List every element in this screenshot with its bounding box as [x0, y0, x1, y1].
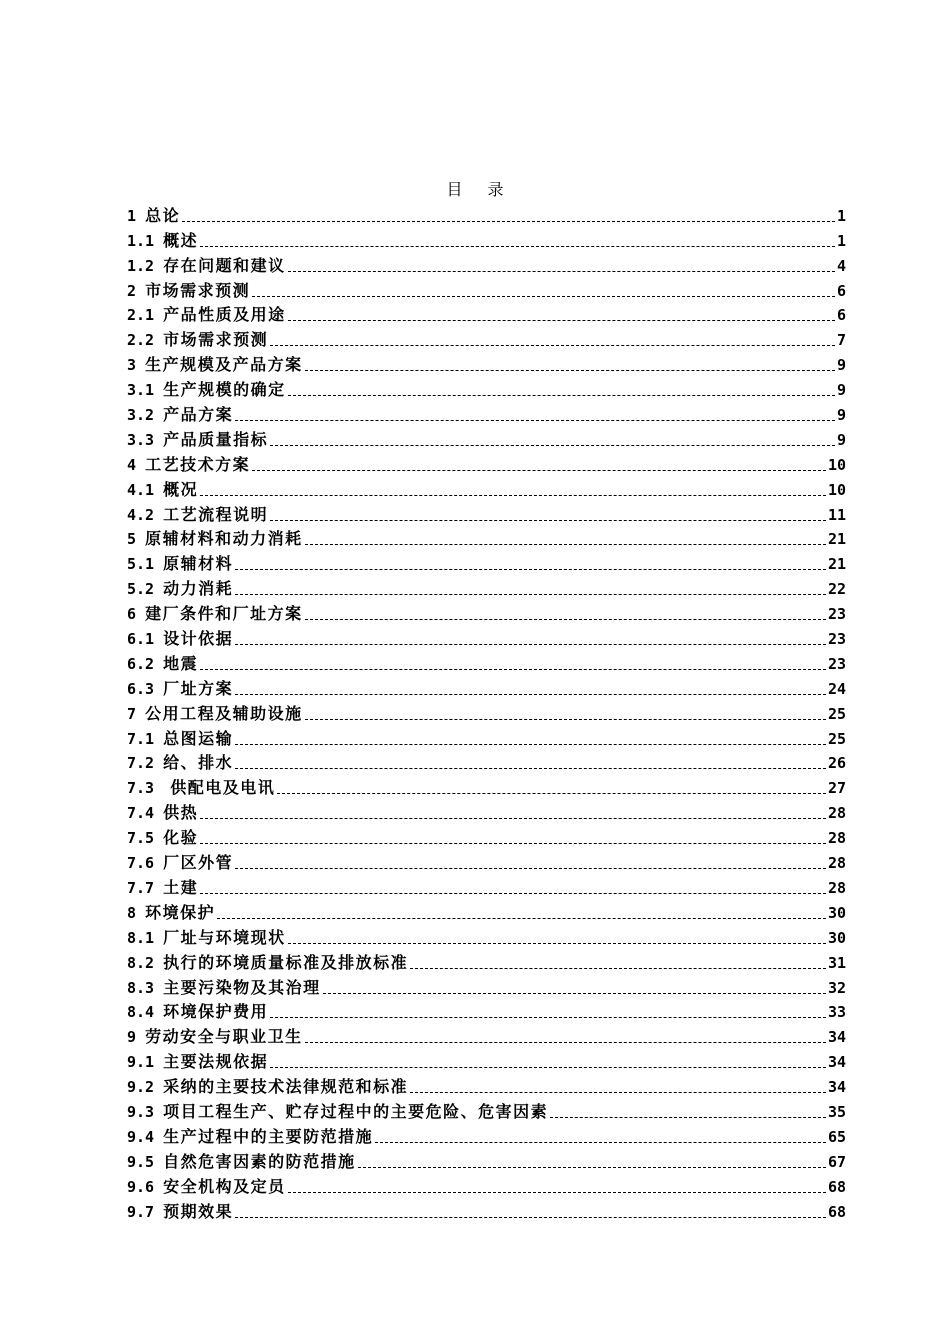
- toc-leader-line: [235, 744, 826, 745]
- toc-leader-line: [270, 520, 826, 521]
- toc-leader-line: [277, 793, 826, 794]
- toc-entry[interactable]: [127, 275, 846, 300]
- toc-leader-line: [288, 271, 835, 272]
- toc-entry-label: 产品方案: [163, 405, 234, 425]
- toc-entry-label: 存在问题和建议: [163, 255, 286, 275]
- toc-entry-number: 9.7: [127, 1202, 155, 1221]
- toc-entry-label: 安全机构及定员: [163, 1176, 286, 1196]
- toc-entry-label: 给、排水: [163, 753, 234, 773]
- toc-entry-page: 68: [827, 1202, 846, 1221]
- toc-entry-label: 化验: [163, 828, 199, 848]
- toc-entry-label: 总图运输: [163, 728, 234, 748]
- toc-entry-label: 土建: [163, 877, 199, 897]
- toc-entry-number: 5: [127, 530, 137, 549]
- toc-entry[interactable]: [127, 449, 846, 474]
- toc-entry-label: 主要法规依据: [163, 1052, 269, 1072]
- toc-entry-label: 生产规模及产品方案: [145, 355, 303, 375]
- toc-entry-label: 生产规模的确定: [163, 380, 286, 400]
- toc-entry[interactable]: [127, 748, 846, 773]
- toc-entry-number: 9: [127, 1028, 137, 1047]
- toc-entry-spacer: [136, 605, 145, 623]
- toc-entry-number: 7.2: [127, 754, 155, 773]
- toc-entry-spacer: [154, 1178, 163, 1196]
- toc-entry-page: 1: [836, 206, 846, 225]
- toc-leader-line: [305, 619, 826, 620]
- toc-entry[interactable]: [127, 200, 846, 225]
- toc-entry-spacer: [154, 779, 163, 797]
- toc-entry-spacer: [154, 754, 163, 772]
- toc-entry-number: 9.5: [127, 1152, 155, 1171]
- toc-entry[interactable]: [127, 1196, 846, 1221]
- toc-entry[interactable]: [127, 424, 846, 449]
- toc-entry-spacer: [136, 356, 145, 374]
- toc-entry-page: 6: [836, 306, 846, 325]
- toc-entry[interactable]: [127, 573, 846, 598]
- toc-entry-page: 33: [827, 1003, 846, 1022]
- toc-leader-line: [270, 345, 835, 346]
- toc-leader-line: [270, 1017, 826, 1018]
- toc-entry-page: 34: [827, 1028, 846, 1047]
- toc-entry-page: 25: [827, 704, 846, 723]
- toc-entry-number: 3: [127, 356, 137, 375]
- toc-entry-label: 环境保护: [145, 902, 216, 922]
- toc-leader-line: [235, 868, 826, 869]
- toc-entry-spacer: [154, 1128, 163, 1146]
- toc-entry-page: 27: [827, 779, 846, 798]
- toc-entry-spacer: [136, 705, 145, 723]
- toc-entry-spacer: [154, 680, 163, 698]
- toc-entry-number: 7.7: [127, 878, 155, 897]
- toc-entry-label: 主要污染物及其治理: [163, 977, 321, 997]
- toc-entry-page: 9: [836, 381, 846, 400]
- toc-leader-line: [410, 1092, 826, 1093]
- toc-leader-line: [235, 644, 826, 645]
- toc-leader-line: [235, 420, 835, 421]
- toc-entry[interactable]: [127, 698, 846, 723]
- toc-entry-spacer: [136, 207, 145, 225]
- toc-entry-spacer: [154, 331, 163, 349]
- toc-entry-label: 建厂条件和厂址方案: [145, 604, 303, 624]
- toc-entry-number: 6.1: [127, 630, 155, 649]
- toc-entry[interactable]: [127, 1021, 846, 1046]
- toc-entry-number: 9.1: [127, 1053, 155, 1072]
- toc-entry-number: 7.6: [127, 854, 155, 873]
- toc-entry-number: 6.2: [127, 654, 155, 673]
- toc-entry-label: 概况: [163, 479, 199, 499]
- toc-entry-spacer: [154, 1003, 163, 1021]
- toc-entry-page: 28: [827, 854, 846, 873]
- toc-entry[interactable]: [127, 324, 846, 349]
- toc-leader-line: [305, 1042, 826, 1043]
- toc-entry-label: 厂区外管: [163, 853, 234, 873]
- toc-leader-line: [235, 569, 826, 570]
- toc-entry-spacer: [154, 481, 163, 499]
- toc-entry[interactable]: [127, 997, 846, 1022]
- toc-leader-line: [288, 395, 835, 396]
- toc-entry-number: 8: [127, 903, 137, 922]
- toc-entry-number: 1.2: [127, 256, 155, 275]
- toc-leader-line: [550, 1117, 826, 1118]
- toc-entry-label: 原辅材料和动力消耗: [145, 529, 303, 549]
- toc-leader-line: [288, 1192, 826, 1193]
- toc-entry-page: 28: [827, 829, 846, 848]
- toc-leader-line: [288, 943, 826, 944]
- toc-entry[interactable]: [127, 872, 846, 897]
- toc-entry[interactable]: [127, 1096, 846, 1121]
- toc-entry-spacer: [154, 406, 163, 424]
- toc-entry-number: 2.2: [127, 331, 155, 350]
- toc-entry-page: 25: [827, 729, 846, 748]
- toc-entry[interactable]: [127, 225, 846, 250]
- toc-entry-label: 原辅材料: [163, 554, 234, 574]
- toc-entry-page: 68: [827, 1177, 846, 1196]
- toc-entry-spacer: [154, 580, 163, 598]
- toc-entry-page: 4: [836, 256, 846, 275]
- toc-entry-label: 地震: [163, 653, 199, 673]
- toc-entry-spacer: [154, 1203, 163, 1221]
- toc-entry-label: 市场需求预测: [145, 280, 251, 300]
- toc-entry-page: 10: [827, 455, 846, 474]
- toc-leader-line: [200, 893, 826, 894]
- toc-leader-line: [410, 968, 826, 969]
- toc-entry-page: 9: [836, 406, 846, 425]
- toc-leader-line: [200, 843, 826, 844]
- toc-entry-number: 9.4: [127, 1127, 155, 1146]
- toc-entry-number: 6: [127, 605, 137, 624]
- toc-entry-label: 公用工程及辅助设施: [145, 703, 303, 723]
- toc-entry-page: 30: [827, 928, 846, 947]
- toc-entry-number: 9.3: [127, 1102, 155, 1121]
- toc-entry-page: 24: [827, 679, 846, 698]
- toc-entry-page: 22: [827, 580, 846, 599]
- toc-entry[interactable]: [127, 1171, 846, 1196]
- toc-entry-spacer: [154, 1078, 163, 1096]
- toc-entry-page: 28: [827, 878, 846, 897]
- toc-leader-line: [235, 594, 826, 595]
- toc-leader-line: [358, 1167, 826, 1168]
- toc-entry[interactable]: [127, 349, 846, 374]
- toc-leader-line: [235, 768, 826, 769]
- toc-leader-line: [235, 694, 826, 695]
- toc-entry-label: 预期效果: [163, 1201, 234, 1221]
- toc-entry[interactable]: [127, 374, 846, 399]
- toc-entry-spacer: [154, 954, 163, 972]
- toc-entry-label: 工艺流程说明: [163, 504, 269, 524]
- toc-entry-spacer: [154, 655, 163, 673]
- toc-entry[interactable]: [127, 300, 846, 325]
- toc-entry-number: 7.4: [127, 804, 155, 823]
- toc-entry[interactable]: [127, 499, 846, 524]
- toc-entry[interactable]: [127, 922, 846, 947]
- toc-entry-label: 工艺技术方案: [145, 454, 251, 474]
- toc-entry-spacer: [154, 306, 163, 324]
- toc-entry-spacer: [154, 829, 163, 847]
- toc-entry[interactable]: [127, 947, 846, 972]
- toc-entry-page: 11: [827, 505, 846, 524]
- toc-leader-line: [375, 1142, 826, 1143]
- toc-entry-number: 5.2: [127, 580, 155, 599]
- toc-entry-spacer: [154, 979, 163, 997]
- toc-entry[interactable]: [127, 673, 846, 698]
- toc-entry-number: 3.1: [127, 381, 155, 400]
- toc-entry-page: 32: [827, 978, 846, 997]
- toc-entry-spacer: [136, 456, 145, 474]
- toc-entry-label: 产品性质及用途: [163, 305, 286, 325]
- toc-entry-page: 28: [827, 804, 846, 823]
- toc-entry-spacer: [154, 1103, 163, 1121]
- toc-entry-spacer: [154, 1153, 163, 1171]
- toc-entry-number: 7: [127, 704, 137, 723]
- toc-entry[interactable]: [127, 822, 846, 847]
- toc-entry-spacer: [154, 879, 163, 897]
- toc-entry-spacer: [154, 381, 163, 399]
- toc-entry-page: 34: [827, 1053, 846, 1072]
- toc-entry[interactable]: [127, 1046, 846, 1071]
- toc-entry-label: 动力消耗: [163, 579, 234, 599]
- toc-leader-line: [288, 320, 835, 321]
- toc-entry-number: 8.4: [127, 1003, 155, 1022]
- toc-entry-number: 4: [127, 455, 137, 474]
- toc-leader-line: [200, 495, 826, 496]
- toc-entry-page: 23: [827, 654, 846, 673]
- toc-entry[interactable]: [127, 847, 846, 872]
- toc-entry-spacer: [154, 854, 163, 872]
- toc-entry[interactable]: [127, 474, 846, 499]
- toc-entry[interactable]: [127, 972, 846, 997]
- toc-entry[interactable]: [127, 399, 846, 424]
- toc-entry-number: 9.6: [127, 1177, 155, 1196]
- toc-entry-page: 65: [827, 1127, 846, 1146]
- toc-entry[interactable]: [127, 897, 846, 922]
- toc-entry-page: 23: [827, 630, 846, 649]
- toc-entry-spacer: [154, 506, 163, 524]
- table-of-contents: [127, 200, 846, 1221]
- toc-entry-page: 1: [836, 231, 846, 250]
- toc-entry-label: 概述: [163, 230, 199, 250]
- toc-entry-page: 30: [827, 903, 846, 922]
- toc-entry-spacer: [154, 232, 163, 250]
- toc-entry-label: 采纳的主要技术法律规范和标准: [163, 1077, 409, 1097]
- toc-entry-page: 26: [827, 754, 846, 773]
- toc-leader-line: [217, 918, 826, 919]
- toc-entry-number: 3.2: [127, 406, 155, 425]
- toc-entry-number: 8.2: [127, 953, 155, 972]
- toc-entry-label: 厂址与环境现状: [163, 927, 286, 947]
- toc-entry-page: 7: [836, 331, 846, 350]
- toc-leader-line: [305, 719, 826, 720]
- toc-leader-line: [200, 818, 826, 819]
- toc-leader-line: [252, 470, 826, 471]
- toc-leader-line: [200, 246, 835, 247]
- toc-entry[interactable]: [127, 772, 846, 797]
- toc-entry-page: 34: [827, 1078, 846, 1097]
- toc-entry-label: 自然危害因素的防范措施: [163, 1151, 356, 1171]
- toc-entry-spacer: [136, 282, 145, 300]
- toc-entry-spacer: [136, 1028, 145, 1046]
- toc-entry-spacer: [154, 1053, 163, 1071]
- toc-leader-line: [305, 544, 826, 545]
- toc-entry-number: 2: [127, 281, 137, 300]
- toc-entry-spacer: [136, 530, 145, 548]
- toc-entry-page: 10: [827, 480, 846, 499]
- toc-entry-page: 35: [827, 1102, 846, 1121]
- toc-entry-label: 供配电及电讯: [163, 778, 276, 798]
- toc-entry[interactable]: [127, 1121, 846, 1146]
- toc-entry-page: 9: [836, 356, 846, 375]
- toc-entry-spacer: [154, 730, 163, 748]
- toc-entry-number: 9.2: [127, 1078, 155, 1097]
- toc-entry-number: 7.5: [127, 829, 155, 848]
- toc-entry-number: 6.3: [127, 679, 155, 698]
- toc-entry-label: 总论: [145, 205, 181, 225]
- toc-leader-line: [235, 1217, 826, 1218]
- toc-entry[interactable]: [127, 1071, 846, 1096]
- toc-entry[interactable]: [127, 548, 846, 573]
- toc-leader-line: [270, 1067, 826, 1068]
- toc-entry[interactable]: [127, 598, 846, 623]
- toc-entry-label: 设计依据: [163, 629, 234, 649]
- toc-entry[interactable]: [127, 723, 846, 748]
- toc-leader-line: [182, 221, 835, 222]
- toc-entry-spacer: [154, 804, 163, 822]
- toc-entry-label: 执行的环境质量标准及排放标准: [163, 952, 409, 972]
- toc-entry-number: 2.1: [127, 306, 155, 325]
- toc-entry-label: 产品质量指标: [163, 429, 269, 449]
- toc-entry-page: 21: [827, 555, 846, 574]
- toc-entry-spacer: [154, 431, 163, 449]
- toc-entry-number: 1: [127, 206, 137, 225]
- toc-leader-line: [323, 993, 826, 994]
- toc-entry-spacer: [136, 904, 145, 922]
- toc-entry-label: 项目工程生产、贮存过程中的主要危险、危害因素: [163, 1101, 549, 1121]
- toc-entry-page: 31: [827, 953, 846, 972]
- toc-entry[interactable]: [127, 797, 846, 822]
- toc-entry-label: 生产过程中的主要防范措施: [163, 1126, 374, 1146]
- toc-entry[interactable]: [127, 1146, 846, 1171]
- toc-entry-page: 67: [827, 1152, 846, 1171]
- toc-entry[interactable]: [127, 623, 846, 648]
- toc-entry-spacer: [154, 929, 163, 947]
- toc-entry[interactable]: [127, 250, 846, 275]
- toc-entry-page: 6: [836, 281, 846, 300]
- toc-entry-label: 环境保护费用: [163, 1002, 269, 1022]
- toc-entry-number: 3.3: [127, 430, 155, 449]
- toc-leader-line: [270, 445, 835, 446]
- toc-entry-number: 8.3: [127, 978, 155, 997]
- toc-entry-spacer: [154, 630, 163, 648]
- toc-entry-number: 7.3: [127, 779, 155, 798]
- toc-entry-label: 市场需求预测: [163, 330, 269, 350]
- toc-entry-number: 1.1: [127, 231, 155, 250]
- toc-leader-line: [252, 296, 835, 297]
- toc-entry-spacer: [154, 555, 163, 573]
- page-title: 目 录: [446, 180, 514, 199]
- toc-entry-page: 21: [827, 530, 846, 549]
- toc-entry-number: 7.1: [127, 729, 155, 748]
- toc-entry-number: 4.2: [127, 505, 155, 524]
- toc-entry-label: 劳动安全与职业卫生: [145, 1027, 303, 1047]
- toc-leader-line: [305, 370, 835, 371]
- toc-entry-label: 供热: [163, 803, 199, 823]
- toc-leader-line: [200, 669, 826, 670]
- toc-entry-page: 9: [836, 430, 846, 449]
- toc-entry-number: 8.1: [127, 928, 155, 947]
- toc-entry[interactable]: [127, 648, 846, 673]
- toc-entry-page: 23: [827, 605, 846, 624]
- toc-entry-spacer: [154, 257, 163, 275]
- toc-entry[interactable]: [127, 524, 846, 549]
- toc-entry-number: 5.1: [127, 555, 155, 574]
- toc-entry-label: 厂址方案: [163, 678, 234, 698]
- toc-entry-number: 4.1: [127, 480, 155, 499]
